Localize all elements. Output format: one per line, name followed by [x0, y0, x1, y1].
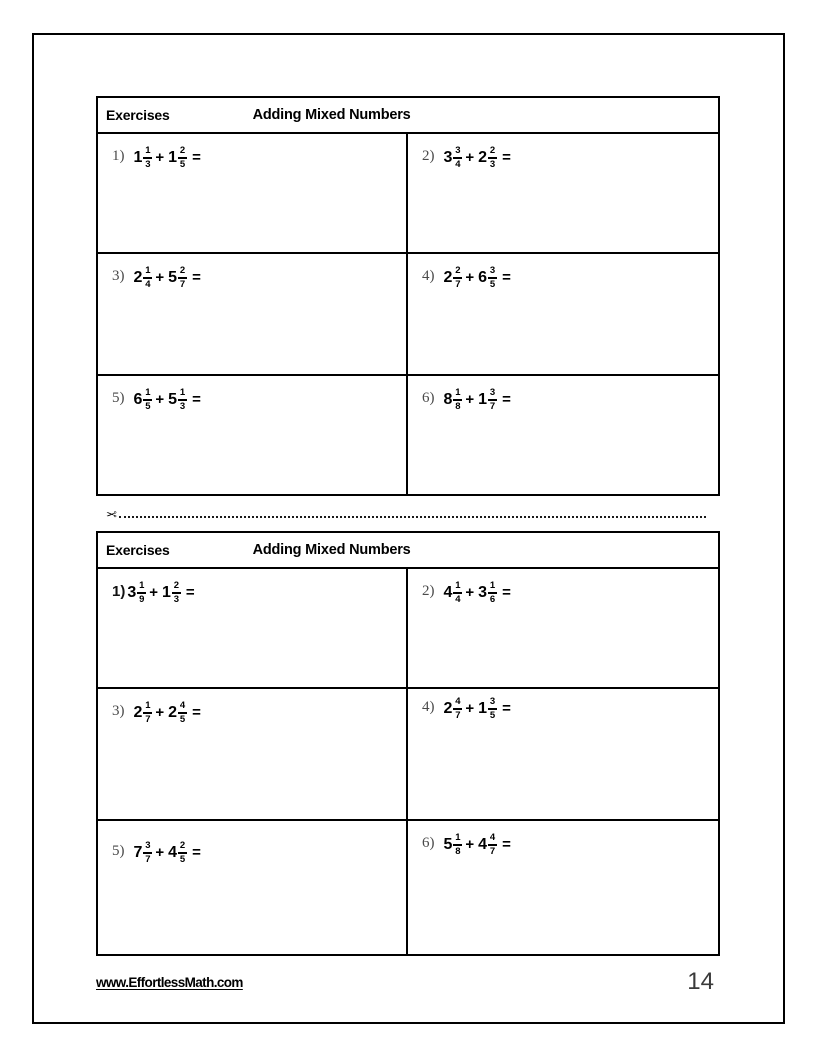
- numerator: 1: [145, 387, 151, 398]
- problem-cell[interactable]: [408, 821, 718, 954]
- operator: +: [155, 269, 165, 286]
- equals-sign: =: [502, 584, 511, 601]
- fraction: [488, 697, 497, 720]
- problem-expression: [127, 581, 194, 604]
- operator: +: [155, 391, 165, 408]
- fraction: [488, 388, 497, 411]
- numerator: 1: [145, 700, 151, 711]
- fraction: [178, 266, 187, 289]
- problem-expression: [134, 388, 201, 411]
- operator: +: [149, 584, 159, 601]
- numerator: 2: [455, 265, 461, 276]
- problem-expression: [444, 146, 511, 169]
- problem-cell[interactable]: [98, 569, 408, 687]
- problem-cell[interactable]: [408, 569, 718, 687]
- denominator: 5: [179, 713, 186, 725]
- fraction: [137, 581, 146, 604]
- problem-cell[interactable]: [98, 821, 408, 954]
- problem-number: 4): [422, 699, 435, 715]
- whole-number: 4: [168, 843, 178, 861]
- operator: +: [465, 391, 475, 408]
- fraction: [488, 581, 497, 604]
- fraction: [178, 388, 187, 411]
- fraction: [143, 266, 152, 289]
- denominator: 7: [455, 278, 461, 290]
- table-row: [98, 821, 718, 954]
- numerator: 1: [489, 580, 496, 591]
- worksheet-table-2: [96, 531, 720, 956]
- worksheet-content: [96, 96, 720, 956]
- denominator: 8: [455, 845, 461, 857]
- worksheet-table-1: [96, 96, 720, 496]
- numerator: 4: [455, 696, 461, 707]
- operator: +: [465, 269, 475, 286]
- problem-cell[interactable]: [408, 134, 718, 252]
- problem-cell[interactable]: [408, 376, 718, 494]
- problem-1: [98, 569, 406, 687]
- denominator: 5: [489, 709, 496, 721]
- problem-3: [98, 254, 406, 374]
- equals-sign: =: [502, 391, 511, 408]
- table-row: [98, 689, 718, 821]
- denominator: 3: [173, 593, 180, 605]
- whole-number: 3: [127, 583, 137, 601]
- whole-number: 3: [443, 148, 453, 166]
- equals-sign: =: [192, 704, 201, 721]
- fraction: [453, 388, 462, 411]
- site-link[interactable]: www.EffortlessMath.com: [96, 975, 243, 990]
- problem-expression: [134, 146, 201, 169]
- whole-number: 2: [133, 268, 143, 286]
- numerator: 1: [145, 145, 151, 156]
- numerator: 2: [179, 840, 186, 851]
- problem-expression: [444, 833, 511, 856]
- fraction: [172, 581, 181, 604]
- table-row: [98, 376, 718, 494]
- equals-sign: =: [192, 391, 201, 408]
- problem-2: [408, 569, 718, 687]
- denominator: 6: [489, 593, 496, 605]
- fraction: [453, 146, 462, 169]
- denominator: 8: [455, 400, 461, 412]
- fraction: [143, 146, 152, 169]
- whole-number: 2: [443, 699, 453, 717]
- worksheet-title: Adding Mixed Numbers: [252, 107, 411, 123]
- whole-number: 2: [443, 268, 453, 286]
- problem-number: 3): [112, 268, 125, 284]
- whole-number: 3: [478, 583, 488, 601]
- fraction: [178, 841, 187, 864]
- equals-sign: =: [192, 269, 201, 286]
- cut-line: [106, 505, 706, 523]
- fraction: [178, 146, 187, 169]
- operator: +: [465, 584, 475, 601]
- whole-number: 2: [168, 703, 178, 721]
- numerator: 4: [489, 832, 496, 843]
- whole-number: 1: [168, 148, 178, 166]
- equals-sign: =: [502, 149, 511, 166]
- problem-cell[interactable]: [98, 376, 408, 494]
- numerator: 2: [489, 145, 496, 156]
- problem-4: [408, 689, 718, 819]
- denominator: 5: [145, 400, 151, 412]
- equals-sign: =: [192, 149, 201, 166]
- whole-number: 7: [133, 843, 143, 861]
- problem-number: 6): [422, 390, 435, 406]
- whole-number: 4: [478, 835, 488, 853]
- fraction: [178, 701, 187, 724]
- numerator: 4: [179, 700, 186, 711]
- table-row: [98, 134, 718, 254]
- dotted-line: [119, 516, 706, 518]
- problem-number: 5): [112, 390, 125, 406]
- operator: +: [155, 844, 165, 861]
- denominator: 4: [455, 158, 461, 170]
- problem-cell[interactable]: [408, 689, 718, 819]
- exercises-label: Exercises: [106, 542, 170, 558]
- whole-number: 6: [478, 268, 488, 286]
- fraction: [143, 701, 152, 724]
- fraction: [453, 833, 462, 856]
- fraction: [143, 388, 152, 411]
- problem-number: 1): [112, 583, 126, 600]
- problem-number: 2): [422, 148, 435, 164]
- denominator: 7: [145, 853, 151, 865]
- whole-number: 5: [443, 835, 453, 853]
- equals-sign: =: [502, 700, 511, 717]
- whole-number: 1: [162, 583, 171, 601]
- problem-expression: [134, 841, 201, 864]
- numerator: 1: [455, 387, 461, 398]
- whole-number: 2: [478, 148, 488, 166]
- problem-expression: [444, 388, 511, 411]
- numerator: 3: [455, 145, 461, 156]
- operator: +: [155, 149, 165, 166]
- denominator: 4: [455, 593, 461, 605]
- denominator: 9: [139, 593, 145, 605]
- problem-number: 3): [112, 703, 125, 719]
- scissors-icon: ✂: [106, 506, 117, 522]
- operator: +: [465, 149, 475, 166]
- numerator: 3: [489, 696, 496, 707]
- fraction: [488, 833, 497, 856]
- equals-sign: =: [185, 584, 195, 601]
- fraction: [143, 841, 152, 864]
- problem-expression: [134, 266, 201, 289]
- operator: +: [465, 700, 475, 717]
- denominator: 3: [489, 158, 496, 170]
- problem-expression: [444, 697, 511, 720]
- problem-5: [98, 821, 406, 954]
- numerator: 2: [179, 265, 186, 276]
- denominator: 7: [489, 845, 496, 857]
- problem-expression: [444, 266, 511, 289]
- problem-6: [408, 821, 718, 954]
- equals-sign: =: [192, 844, 201, 861]
- problem-2: [408, 134, 718, 252]
- whole-number: 4: [443, 583, 453, 601]
- whole-number: 1: [478, 390, 488, 408]
- problem-1: [98, 134, 406, 252]
- whole-number: 5: [168, 390, 178, 408]
- page-number: 14: [687, 968, 714, 995]
- fraction: [453, 266, 462, 289]
- equals-sign: =: [502, 836, 511, 853]
- fraction: [453, 697, 462, 720]
- problem-number: 6): [422, 835, 435, 851]
- numerator: 3: [489, 265, 496, 276]
- denominator: 7: [455, 709, 461, 721]
- whole-number: 5: [168, 268, 178, 286]
- problem-cell[interactable]: [408, 254, 718, 374]
- numerator: 1: [455, 580, 461, 591]
- numerator: 3: [145, 840, 151, 851]
- operator: +: [465, 836, 475, 853]
- problem-5: [98, 376, 406, 494]
- problem-cell[interactable]: [98, 134, 408, 252]
- problem-cell[interactable]: [98, 254, 408, 374]
- problem-3: [98, 689, 406, 819]
- problem-number: 2): [422, 583, 435, 599]
- problem-expression: [134, 701, 201, 724]
- whole-number: 1: [133, 148, 143, 166]
- problem-number: 5): [112, 843, 125, 859]
- operator: +: [155, 704, 165, 721]
- numerator: 1: [139, 580, 145, 591]
- problem-4: [408, 254, 718, 374]
- denominator: 5: [489, 278, 496, 290]
- worksheet-title: Adding Mixed Numbers: [252, 542, 411, 558]
- fraction: [488, 266, 497, 289]
- equals-sign: =: [502, 269, 511, 286]
- numerator: 2: [179, 145, 186, 156]
- numerator: 3: [489, 387, 496, 398]
- problem-cell[interactable]: [98, 689, 408, 819]
- fraction: [488, 146, 497, 169]
- denominator: 5: [179, 158, 186, 170]
- numerator: 2: [173, 580, 180, 591]
- whole-number: 6: [133, 390, 143, 408]
- denominator: 7: [489, 400, 496, 412]
- denominator: 3: [145, 158, 151, 170]
- denominator: 3: [179, 400, 186, 412]
- worksheet-header-2: [98, 533, 718, 569]
- denominator: 4: [145, 278, 151, 290]
- page-footer: [96, 966, 720, 995]
- exercises-label: Exercises: [106, 107, 170, 123]
- whole-number: 2: [133, 703, 143, 721]
- problem-number: 1): [112, 148, 125, 164]
- denominator: 7: [145, 713, 151, 725]
- worksheet-header-1: [98, 98, 718, 134]
- numerator: 1: [179, 387, 186, 398]
- problem-6: [408, 376, 718, 494]
- problem-expression: [444, 581, 511, 604]
- table-row: [98, 254, 718, 376]
- fraction: [453, 581, 462, 604]
- whole-number: 1: [478, 699, 488, 717]
- numerator: 1: [455, 832, 461, 843]
- numerator: 1: [145, 265, 151, 276]
- table-row: [98, 569, 718, 689]
- whole-number: 8: [443, 390, 453, 408]
- problem-number: 4): [422, 268, 435, 284]
- denominator: 7: [179, 278, 186, 290]
- denominator: 5: [179, 853, 186, 865]
